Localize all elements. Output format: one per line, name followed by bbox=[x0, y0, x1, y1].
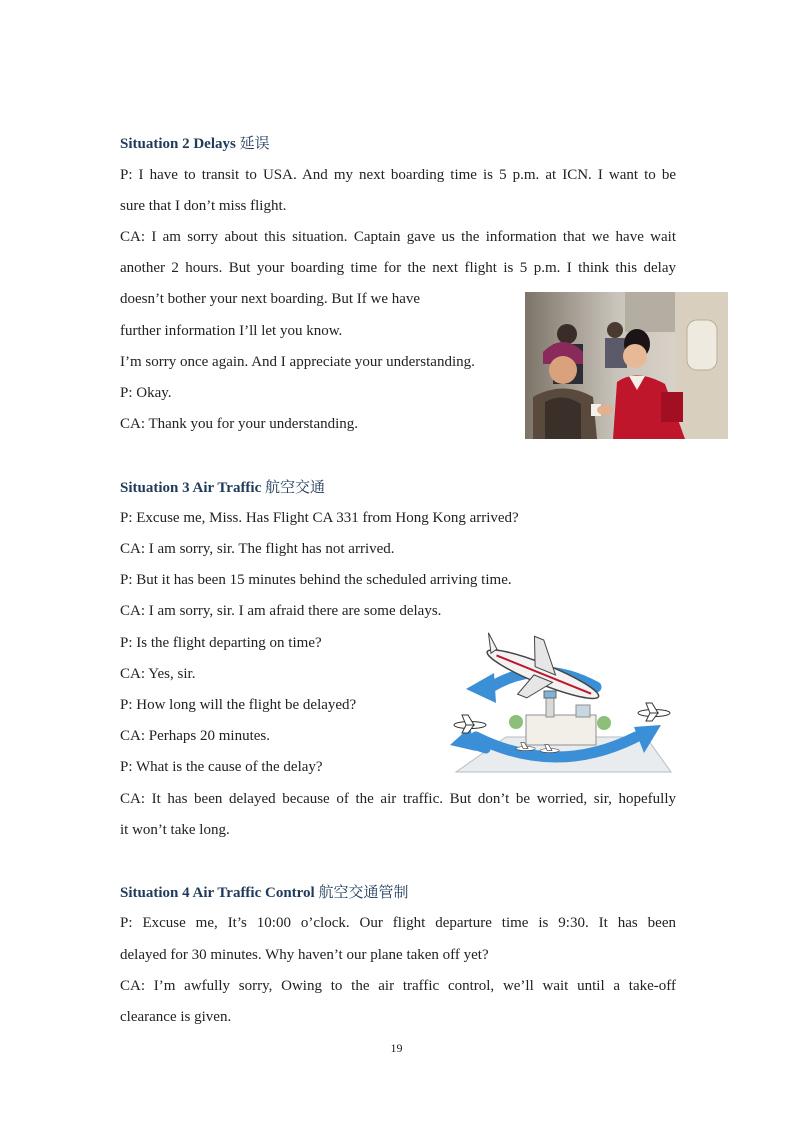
dialogue-line: CA: It has been delayed because of the air traffic. But don’t be worried, sir, hopefully bbox=[120, 791, 676, 807]
dialogue-line: CA: I’m awfully sorry, Owing to the air traffic control, we’ll wait until a take-off bbox=[120, 978, 676, 994]
dialogue-line: P: Okay. bbox=[120, 385, 172, 401]
dialogue-line: sure that I don’t miss flight. bbox=[120, 198, 287, 214]
section-4-title-cn: 航空交通管制 bbox=[318, 883, 409, 901]
dialogue-line: P: I have to transit to USA. And my next boarding time is 5 p.m. at ICN. I want to be bbox=[120, 167, 676, 183]
dialogue-line: CA: I am sorry, sir. I am afraid there are some delays. bbox=[120, 603, 442, 619]
dialogue-line: CA: Thank you for your understanding. bbox=[120, 416, 359, 432]
dialogue-line: P: Excuse me, It’s 10:00 o’clock. Our flight departure time is 9:30. It has been bbox=[120, 915, 676, 931]
section-3-heading bbox=[120, 478, 325, 497]
page-number: 19 bbox=[390, 1041, 403, 1055]
air-traffic-illustration bbox=[446, 627, 676, 777]
dialogue-line: P: How long will the flight be delayed? bbox=[120, 697, 357, 713]
dialogue-line: further information I’ll let you know. bbox=[120, 323, 343, 339]
section-3-title-cn: 航空交通 bbox=[265, 478, 326, 496]
dialogue-line: I’m sorry once again. And I appreciate your understanding. bbox=[120, 354, 475, 370]
section-2-title-cn: 延误 bbox=[239, 134, 270, 152]
dialogue-line: doesn’t bother your next boarding. But If we have bbox=[120, 291, 421, 307]
section-3-title: Situation 3 Air Traffic bbox=[120, 480, 262, 496]
dialogue-line: P: Is the flight departing on time? bbox=[120, 635, 322, 651]
dialogue-line: CA: Perhaps 20 minutes. bbox=[120, 728, 270, 744]
dialogue-line: it won’t take long. bbox=[120, 822, 230, 838]
section-2-title: Situation 2 Delays bbox=[120, 136, 236, 152]
dialogue-line: CA: Yes, sir. bbox=[120, 666, 196, 682]
section-4-title: Situation 4 Air Traffic Control bbox=[120, 885, 315, 901]
dialogue-line: CA: I am sorry about this situation. Captain gave us the information that we have wait bbox=[120, 229, 676, 245]
dialogue-line: clearance is given. bbox=[120, 1009, 232, 1025]
cabin-photo bbox=[525, 292, 728, 439]
section-4-heading bbox=[120, 883, 409, 902]
dialogue-line: P: What is the cause of the delay? bbox=[120, 759, 323, 775]
dialogue-line: CA: I am sorry, sir. The flight has not arrived. bbox=[120, 541, 395, 557]
section-2-heading bbox=[120, 134, 270, 153]
dialogue-line: P: Excuse me, Miss. Has Flight CA 331 from Hong Kong arrived? bbox=[120, 510, 519, 526]
dialogue-line: P: But it has been 15 minutes behind the scheduled arriving time. bbox=[120, 572, 512, 588]
dialogue-line: delayed for 30 minutes. Why haven’t our plane taken off yet? bbox=[120, 947, 489, 963]
dialogue-line: another 2 hours. But your boarding time for the next flight is 5 p.m. I think this delay bbox=[120, 260, 676, 276]
